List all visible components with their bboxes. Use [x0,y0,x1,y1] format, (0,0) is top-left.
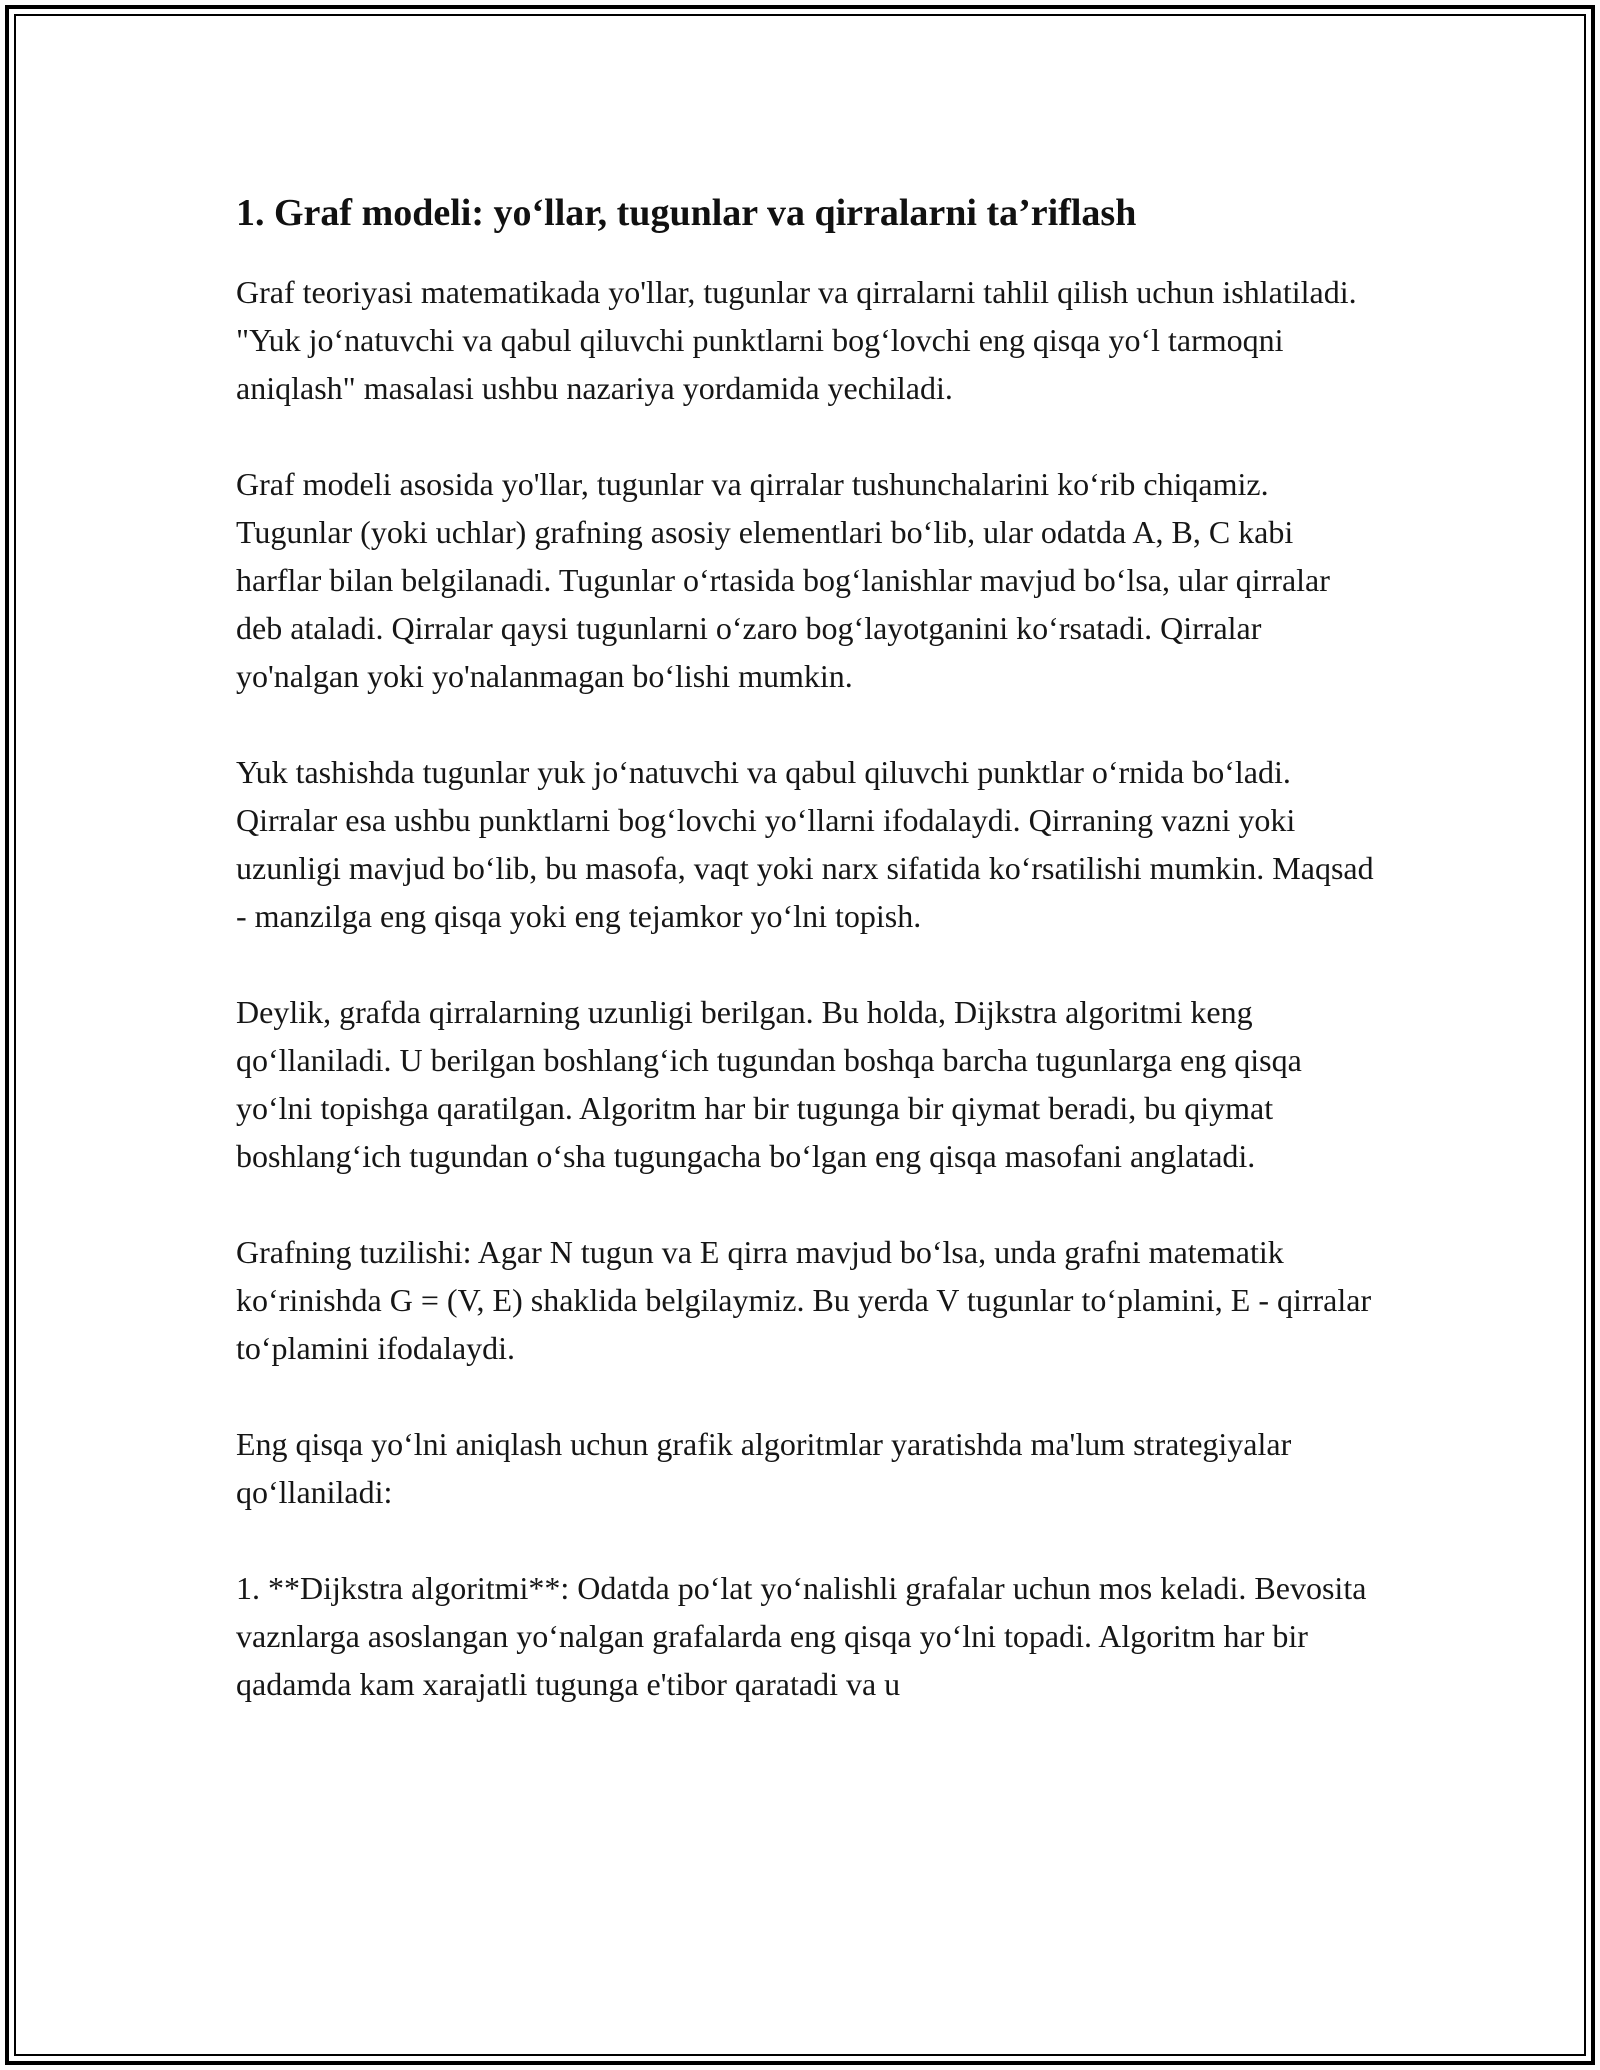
paragraph-dijkstra-intro: Deylik, grafda qirralarning uzunligi berilgan. Bu holda, Dijkstra algoritmi keng qo‘llaniladi. U berilgan boshlang‘ich tugundan boshqa barcha tugunlarga eng qisqa yo‘lni topishga qaratilgan. Algoritm har bir tugunga bir qiymat beradi, bu qiymat boshlang‘ich tugundan o‘sha tugungacha bo‘lgan eng qisqa masofani anglatadi. [236,994,1302,1174]
paragraph-dijkstra-algorithm: 1. **Dijkstra algoritmi**: Odatda po‘lat yo‘nalishli grafalar uchun mos keladi. Bevosita vaznlarga asoslangan yo‘nalgan grafalarda eng qisqa yo‘lni topadi. Algoritm har bir qadamda kam xarajatli tugunga e'tibor qaratadi va u [236,1570,1367,1702]
section-heading: 1. Graf modeli: yo‘llar, tugunlar va qirralarni ta’riflash [236,192,1137,234]
paragraph-graph-theory-intro: Graf teoriyasi matematikada yo'llar, tugunlar va qirralarni tahlil qilish uchun ishlatiladi. "Yuk jo‘natuvchi va qabul qiluvchi punktlarni bog‘lovchi eng qisqa yo‘l tarmoqni aniqlash" masalasi ushbu nazariya yordamida yechiladi. [236,274,1357,406]
paragraph-graph-model: Graf modeli asosida yo'llar, tugunlar va qirralar tushunchalarini ko‘rib chiqamiz. Tugunlar (yoki uchlar) grafning asosiy elementlari bo‘lib, ular odatda A, B, C kabi harflar bilan belgilanadi. Tugunlar o‘rtasida bog‘lanishlar mavjud bo‘lsa, ular qirralar deb ataladi. Qirralar qaysi tugunlarni o‘zaro bog‘layotganini ko‘rsatadi. Qirralar yo'nalgan yoki yo'nalanmagan bo‘lishi mumkin. [236,466,1330,694]
paragraph-freight-transport: Yuk tashishda tugunlar yuk jo‘natuvchi va qabul qiluvchi punktlar o‘rnida bo‘ladi. Qirralar esa ushbu punktlarni bog‘lovchi yo‘llarni ifodalaydi. Qirraning vazni yoki uzunligi mavjud bo‘lib, bu masofa, vaqt yoki narx sifatida ko‘rsatilishi mumkin. Maqsad - manzilga eng qisqa yoki eng tejamkor yo‘lni topish. [236,754,1374,934]
document-body [236,186,1376,1756]
paragraph-strategies: Eng qisqa yo‘lni aniqlash uchun grafik algoritmlar yaratishda ma'lum strategiyalar qo‘llaniladi: [236,1426,1292,1510]
paragraph-graph-structure: Grafning tuzilishi: Agar N tugun va E qirra mavjud bo‘lsa, unda grafni matematik ko‘rinishda G = (V, E) shaklida belgilaymiz. Bu yerda V tugunlar to‘plamini, E - qirralar to‘plamini ifodalaydi. [236,1234,1372,1366]
